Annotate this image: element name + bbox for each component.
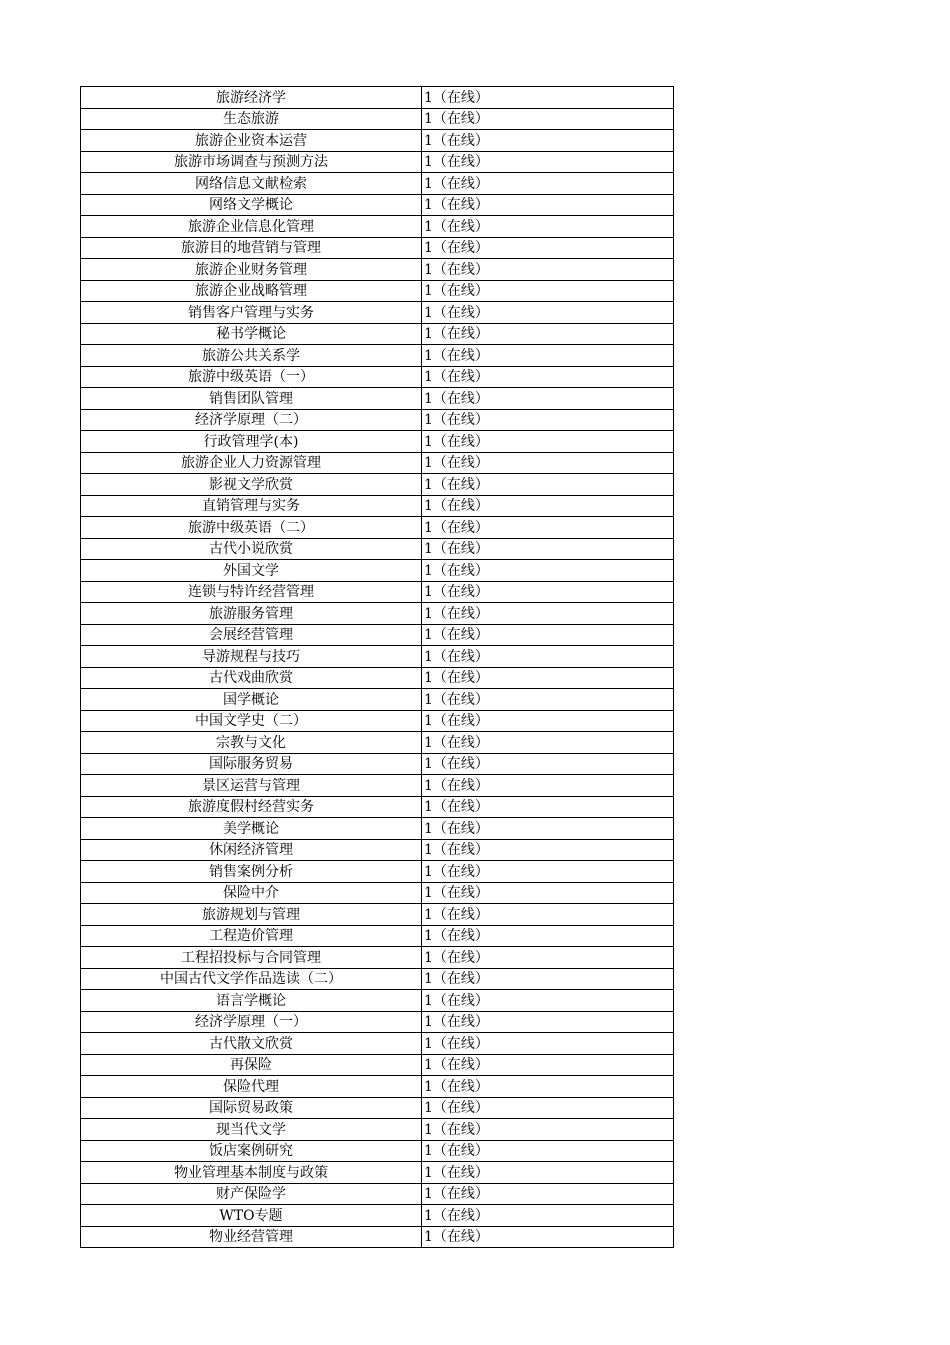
- course-quantity-cell: 1（在线）: [422, 237, 674, 259]
- course-quantity-cell: 1（在线）: [422, 624, 674, 646]
- course-name-cell: 再保险: [81, 1054, 422, 1076]
- table-row: [81, 1183, 674, 1205]
- course-name-cell: 景区运营与管理: [81, 775, 422, 797]
- course-name-cell: 工程造价管理: [81, 925, 422, 947]
- course-quantity-cell: 1（在线）: [422, 1226, 674, 1248]
- course-name-cell: 古代小说欣赏: [81, 538, 422, 560]
- table-row: [81, 882, 674, 904]
- course-name-cell: 会展经营管理: [81, 624, 422, 646]
- table-row: [81, 431, 674, 453]
- table-row: [81, 1076, 674, 1098]
- course-quantity-cell: 1（在线）: [422, 861, 674, 883]
- course-quantity-cell: 1（在线）: [422, 667, 674, 689]
- course-name-cell: 网络文学概论: [81, 194, 422, 216]
- table-row: [81, 216, 674, 238]
- course-quantity-cell: 1（在线）: [422, 732, 674, 754]
- course-quantity-cell: 1（在线）: [422, 1162, 674, 1184]
- table-row: [81, 1054, 674, 1076]
- course-name-cell: 中国古代文学作品选读（二）: [81, 968, 422, 990]
- table-row: [81, 1226, 674, 1248]
- table-row: [81, 581, 674, 603]
- table-row: [81, 452, 674, 474]
- course-quantity-cell: 1（在线）: [422, 968, 674, 990]
- table-row: [81, 87, 674, 109]
- course-name-cell: 现当代文学: [81, 1119, 422, 1141]
- course-name-cell: 物业经营管理: [81, 1226, 422, 1248]
- table-row: [81, 560, 674, 582]
- table-row: [81, 667, 674, 689]
- course-quantity-cell: 1（在线）: [422, 517, 674, 539]
- table-row: [81, 366, 674, 388]
- course-table-body: [81, 87, 674, 1248]
- table-row: [81, 775, 674, 797]
- table-row: [81, 194, 674, 216]
- course-name-cell: 财产保险学: [81, 1183, 422, 1205]
- course-name-cell: 连锁与特许经营管理: [81, 581, 422, 603]
- course-name-cell: 经济学原理（一）: [81, 1011, 422, 1033]
- table-row: [81, 968, 674, 990]
- course-quantity-cell: 1（在线）: [422, 603, 674, 625]
- table-row: [81, 1033, 674, 1055]
- course-quantity-cell: 1（在线）: [422, 108, 674, 130]
- table-row: [81, 409, 674, 431]
- table-row: [81, 280, 674, 302]
- course-quantity-cell: 1（在线）: [422, 216, 674, 238]
- course-name-cell: 销售客户管理与实务: [81, 302, 422, 324]
- course-quantity-cell: 1（在线）: [422, 1119, 674, 1141]
- course-name-cell: 中国文学史（二）: [81, 710, 422, 732]
- course-quantity-cell: 1（在线）: [422, 130, 674, 152]
- course-name-cell: 工程招投标与合同管理: [81, 947, 422, 969]
- table-row: [81, 861, 674, 883]
- course-name-cell: 生态旅游: [81, 108, 422, 130]
- course-name-cell: 旅游度假村经营实务: [81, 796, 422, 818]
- course-name-cell: 网络信息文献检索: [81, 173, 422, 195]
- course-quantity-cell: 1（在线）: [422, 925, 674, 947]
- course-quantity-cell: 1（在线）: [422, 882, 674, 904]
- course-quantity-cell: 1（在线）: [422, 646, 674, 668]
- table-row: [81, 732, 674, 754]
- course-quantity-cell: 1（在线）: [422, 366, 674, 388]
- course-name-cell: 旅游企业战略管理: [81, 280, 422, 302]
- table-row: [81, 388, 674, 410]
- course-quantity-cell: 1（在线）: [422, 194, 674, 216]
- course-name-cell: 保险中介: [81, 882, 422, 904]
- course-name-cell: 古代戏曲欣赏: [81, 667, 422, 689]
- course-name-cell: 饭店案例研究: [81, 1140, 422, 1162]
- table-row: [81, 689, 674, 711]
- course-quantity-cell: 1（在线）: [422, 474, 674, 496]
- table-row: [81, 990, 674, 1012]
- course-quantity-cell: 1（在线）: [422, 581, 674, 603]
- table-row: [81, 538, 674, 560]
- table-row: [81, 1119, 674, 1141]
- course-quantity-cell: 1（在线）: [422, 904, 674, 926]
- course-name-cell: 旅游中级英语（二）: [81, 517, 422, 539]
- course-name-cell: 直销管理与实务: [81, 495, 422, 517]
- course-quantity-cell: 1（在线）: [422, 1205, 674, 1227]
- course-name-cell: 保险代理: [81, 1076, 422, 1098]
- course-name-cell: 销售团队管理: [81, 388, 422, 410]
- course-quantity-cell: 1（在线）: [422, 1097, 674, 1119]
- table-row: [81, 151, 674, 173]
- course-name-cell: 旅游规划与管理: [81, 904, 422, 926]
- course-name-cell: 旅游服务管理: [81, 603, 422, 625]
- table-row: [81, 302, 674, 324]
- table-row: [81, 1097, 674, 1119]
- table-row: [81, 173, 674, 195]
- table-row: [81, 1205, 674, 1227]
- course-name-cell: 经济学原理（二）: [81, 409, 422, 431]
- course-quantity-cell: 1（在线）: [422, 1183, 674, 1205]
- course-name-cell: 古代散文欣赏: [81, 1033, 422, 1055]
- course-name-cell: 旅游企业资本运营: [81, 130, 422, 152]
- course-name-cell: 美学概论: [81, 818, 422, 840]
- course-quantity-cell: 1（在线）: [422, 259, 674, 281]
- course-name-cell: 宗教与文化: [81, 732, 422, 754]
- table-row: [81, 495, 674, 517]
- course-quantity-cell: 1（在线）: [422, 409, 674, 431]
- course-quantity-cell: 1（在线）: [422, 1140, 674, 1162]
- course-quantity-cell: 1（在线）: [422, 1033, 674, 1055]
- course-quantity-cell: 1（在线）: [422, 388, 674, 410]
- table-row: [81, 345, 674, 367]
- course-quantity-cell: 1（在线）: [422, 1011, 674, 1033]
- course-quantity-cell: 1（在线）: [422, 1076, 674, 1098]
- course-name-cell: 国际服务贸易: [81, 753, 422, 775]
- course-name-cell: 销售案例分析: [81, 861, 422, 883]
- course-quantity-cell: 1（在线）: [422, 947, 674, 969]
- table-row: [81, 947, 674, 969]
- course-name-cell: 行政管理学(本): [81, 431, 422, 453]
- course-quantity-cell: 1（在线）: [422, 710, 674, 732]
- course-table: [80, 86, 674, 1248]
- course-quantity-cell: 1（在线）: [422, 990, 674, 1012]
- table-row: [81, 1162, 674, 1184]
- course-quantity-cell: 1（在线）: [422, 689, 674, 711]
- course-name-cell: 秘书学概论: [81, 323, 422, 345]
- course-name-cell: 影视文学欣赏: [81, 474, 422, 496]
- course-name-cell: WTO专题: [81, 1205, 422, 1227]
- course-quantity-cell: 1（在线）: [422, 323, 674, 345]
- course-quantity-cell: 1（在线）: [422, 302, 674, 324]
- course-quantity-cell: 1（在线）: [422, 495, 674, 517]
- course-name-cell: 旅游市场调查与预测方法: [81, 151, 422, 173]
- course-name-cell: 旅游经济学: [81, 87, 422, 109]
- table-row: [81, 237, 674, 259]
- course-name-cell: 旅游目的地营销与管理: [81, 237, 422, 259]
- table-row: [81, 753, 674, 775]
- course-name-cell: 旅游企业人力资源管理: [81, 452, 422, 474]
- course-quantity-cell: 1（在线）: [422, 151, 674, 173]
- course-quantity-cell: 1（在线）: [422, 452, 674, 474]
- table-row: [81, 818, 674, 840]
- course-name-cell: 旅游中级英语（一）: [81, 366, 422, 388]
- table-row: [81, 259, 674, 281]
- table-row: [81, 904, 674, 926]
- table-row: [81, 796, 674, 818]
- course-name-cell: 国际贸易政策: [81, 1097, 422, 1119]
- course-quantity-cell: 1（在线）: [422, 1054, 674, 1076]
- course-quantity-cell: 1（在线）: [422, 839, 674, 861]
- course-quantity-cell: 1（在线）: [422, 431, 674, 453]
- course-quantity-cell: 1（在线）: [422, 753, 674, 775]
- course-name-cell: 导游规程与技巧: [81, 646, 422, 668]
- table-row: [81, 517, 674, 539]
- course-name-cell: 国学概论: [81, 689, 422, 711]
- course-name-cell: 物业管理基本制度与政策: [81, 1162, 422, 1184]
- course-name-cell: 休闲经济管理: [81, 839, 422, 861]
- table-row: [81, 603, 674, 625]
- course-name-cell: 外国文学: [81, 560, 422, 582]
- table-row: [81, 925, 674, 947]
- course-quantity-cell: 1（在线）: [422, 87, 674, 109]
- course-quantity-cell: 1（在线）: [422, 345, 674, 367]
- course-quantity-cell: 1（在线）: [422, 818, 674, 840]
- course-name-cell: 旅游公共关系学: [81, 345, 422, 367]
- course-name-cell: 旅游企业信息化管理: [81, 216, 422, 238]
- table-row: [81, 1140, 674, 1162]
- course-quantity-cell: 1（在线）: [422, 538, 674, 560]
- course-quantity-cell: 1（在线）: [422, 775, 674, 797]
- table-row: [81, 108, 674, 130]
- course-quantity-cell: 1（在线）: [422, 560, 674, 582]
- table-row: [81, 474, 674, 496]
- course-quantity-cell: 1（在线）: [422, 173, 674, 195]
- table-row: [81, 646, 674, 668]
- table-row: [81, 710, 674, 732]
- table-row: [81, 839, 674, 861]
- course-quantity-cell: 1（在线）: [422, 796, 674, 818]
- table-row: [81, 1011, 674, 1033]
- course-name-cell: 语言学概论: [81, 990, 422, 1012]
- course-name-cell: 旅游企业财务管理: [81, 259, 422, 281]
- table-row: [81, 130, 674, 152]
- table-row: [81, 624, 674, 646]
- course-quantity-cell: 1（在线）: [422, 280, 674, 302]
- table-row: [81, 323, 674, 345]
